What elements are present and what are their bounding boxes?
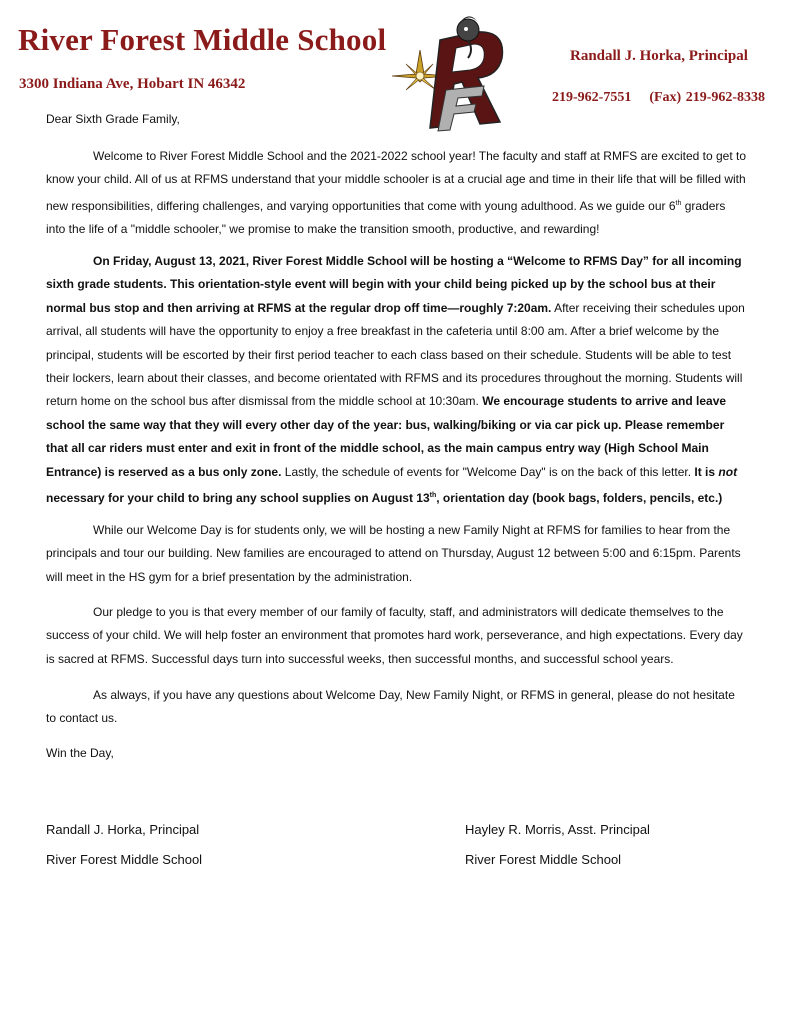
principal-header: Randall J. Horka, Principal <box>570 48 748 64</box>
school-address: 3300 Indiana Ave, Hobart IN 46342 <box>19 76 246 92</box>
signature-principal <box>46 815 202 875</box>
signature-asst-principal-school: River Forest Middle School <box>465 852 622 867</box>
school-logo-icon <box>388 10 518 132</box>
paragraph-contact: As always, if you have any questions about Welcome Day, New Family Night, or RFMS in general, please do not hesitate to contact us. <box>46 688 735 726</box>
orientation-normal-2: Lastly, the schedule of events for "Welcome Day" is on the back of this letter. <box>281 464 695 479</box>
superscript-th-2: th <box>429 492 437 500</box>
letter-closing: Win the Day, <box>46 746 114 760</box>
signature-asst-principal <box>465 815 650 875</box>
paragraph-welcome-text: Welcome to River Forest Middle School and the 2021-2022 school year! The faculty and staff at RMFS are excited to get to know your child. All of us at RFMS understand that your middle schooler is at a crucial age and time in their life that will be filled with new responsibilities, differing challenges, and varying opportunities that come with young adulthood. As we guide our 6 <box>46 149 747 213</box>
paragraph-family-night: While our Welcome Day is for students only, we will be hosting a new Family Night at RFMS for families to hear from the principals and tour our building. New families are encouraged to attend on Thursday, August 12 between 5:00 and 6:15pm. Parents will meet in the HS gym for a brief presentation by the administration. <box>46 523 741 584</box>
paragraph-pledge: Our pledge to you is that every member of our family of faculty, staff, and administrators will dedicate themselves to the success of your child. We will help foster an environment that promotes hard work, perseverance, and high expectations. Every day is sacred at RFMS. Successful days turn into successful weeks, then successful months, and successful school years. <box>46 605 743 666</box>
signature-principal-name: Randall J. Horka, Principal <box>46 822 200 837</box>
letter-greeting: Dear Sixth Grade Family, <box>46 112 180 126</box>
orientation-bold-3b: necessary for your child to bring any school supplies on August 13 <box>46 491 430 506</box>
orientation-bold-3c: , orientation day (book bags, folders, pencils, etc.) <box>436 491 723 506</box>
paragraph-orientation <box>46 250 746 510</box>
phone-number: 219-962-7551 <box>552 90 632 105</box>
orientation-bold-2: We encourage students to arrive and leave school the same way that they will every other day of the year: bus, walking/biking or via car pick up. Please remember that all car riders must enter and exit in front of the middle school, as the main campus entry way (High School Main Entrance) is reserved as a bus only zone. <box>46 394 727 479</box>
superscript-th: th <box>675 199 682 207</box>
school-name: River Forest Middle School <box>18 22 387 57</box>
orientation-bold-1: On Friday, August 13, 2021, River Forest Middle School will be hosting a “Welcome to RFMS Day” for all incoming sixth grade students. This orientation-style event will begin with your child being picked up by the school bus at their normal bus stop and then arriving at RFMS at the regular drop off time—roughly 7:20am. <box>46 254 742 315</box>
paragraph-welcome <box>46 145 746 242</box>
orientation-emphasis-not: not <box>718 464 738 479</box>
signature-principal-school: River Forest Middle School <box>46 852 203 867</box>
signature-asst-principal-name: Hayley R. Morris, Asst. Principal <box>465 822 650 837</box>
phone-fax-line <box>552 90 765 106</box>
paragraph-welcome-end: graders into the life of a "middle schooler," we promise to make the transition smooth, productive, and rewarding! <box>46 198 726 237</box>
orientation-normal-1: After receiving their schedules upon arrival, all students will have the opportunity to enjoy a free breakfast in the cafeteria until 8:00 am. After a brief welcome by the principal, students will be escorted by their first period teacher to each class based on their schedule. Students will be able to test their lockers, learn about their classes, and become orientated with RFMS and its procedures throughout the morning. Students will return home on the school bus after dismissal from the middle school at 10:30am. <box>46 300 745 409</box>
orientation-bold-3a: It is <box>694 464 719 479</box>
fax-number: (Fax) 219-962-8338 <box>649 90 766 105</box>
